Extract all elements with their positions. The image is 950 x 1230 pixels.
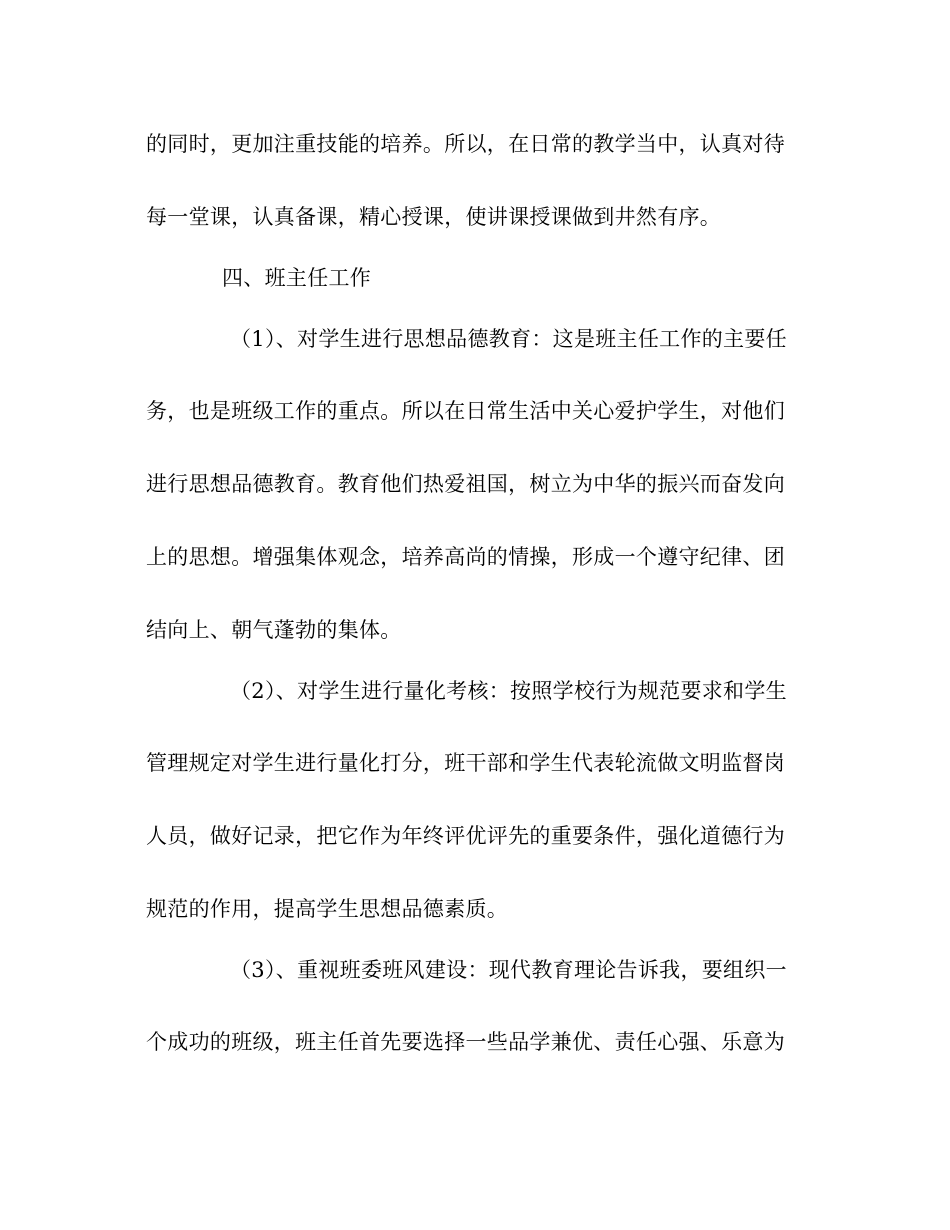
body-text-line: 管理规定对学生进行量化打分，班干部和学生代表轮流做文明监督岗	[146, 751, 785, 775]
paragraph-start-line: （3）、重视班委班风建设：现代教育理论告诉我，要组织一	[230, 958, 787, 982]
body-text-line: 规范的作用，提高学生思想品德素质。	[146, 897, 509, 921]
body-text-line: 每一堂课，认真备课，精心授课，使讲课授课做到井然有序。	[146, 205, 722, 229]
body-text-line: 结向上、朝气蓬勃的集体。	[146, 618, 402, 642]
body-text-line: 人员，做好记录，把它作为年终评优评先的重要条件，强化道德行为	[146, 824, 785, 848]
body-text-line: 上的思想。增强集体观念，培养高尚的情操，形成一个遵守纪律、团	[146, 545, 785, 569]
paragraph-start-line: （2）、对学生进行量化考核：按照学校行为规范要求和学生	[230, 679, 787, 703]
paragraph-start-line: （1）、对学生进行思想品德教育：这是班主任工作的主要任	[230, 327, 787, 351]
body-text-line: 的同时，更加注重技能的培养。所以，在日常的教学当中，认真对待	[146, 132, 785, 156]
body-text-line: 进行思想品德教育。教育他们热爱祖国，树立为中华的振兴而奋发向	[146, 472, 785, 496]
section-heading: 四、班主任工作	[222, 266, 372, 290]
body-text-line: 务，也是班级工作的重点。所以在日常生活中关心爱护学生，对他们	[146, 399, 785, 423]
body-text-line: 个成功的班级，班主任首先要选择一些品学兼优、责任心强、乐意为	[146, 1030, 785, 1054]
